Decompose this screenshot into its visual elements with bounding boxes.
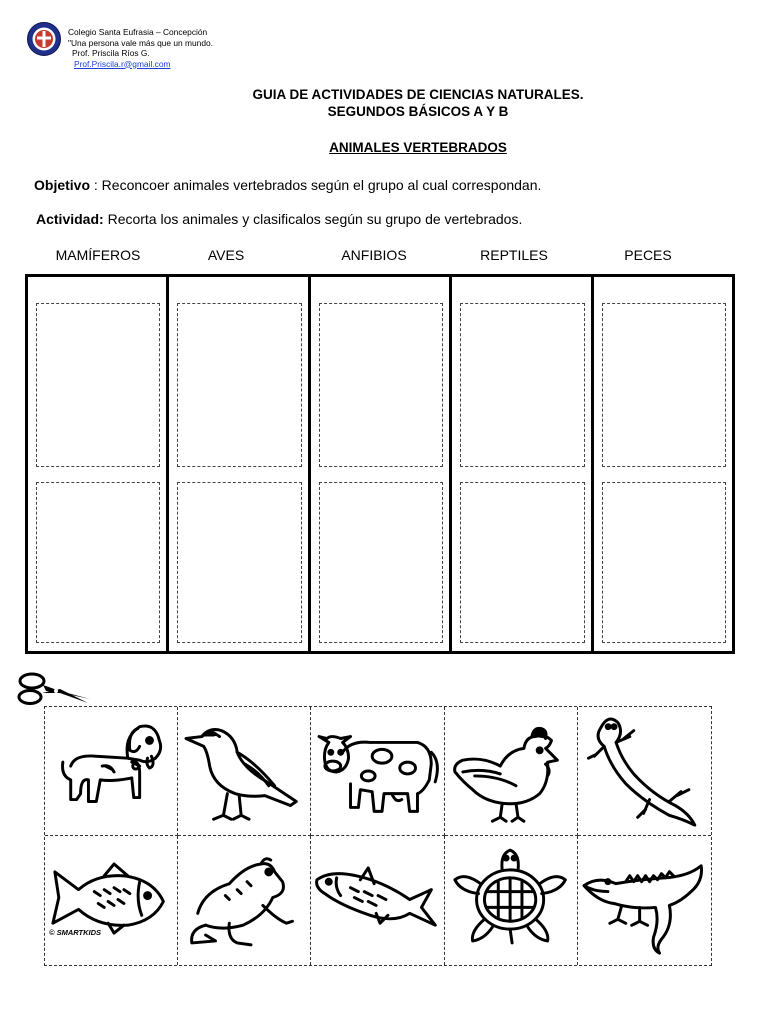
dog-icon [45, 707, 177, 835]
school-name: Colegio Santa Eufrasia – Concepción [68, 27, 208, 37]
school-info [68, 27, 213, 69]
paste-slot[interactable] [177, 303, 301, 467]
column-header-reptiles: REPTILES [480, 247, 548, 263]
activity-line [36, 211, 522, 227]
hen-icon [445, 707, 577, 835]
cutout-turtle[interactable] [445, 836, 578, 965]
teacher-name: Prof. Priscila Ríos G. [72, 48, 150, 58]
subject-heading: ANIMALES VERTEBRADOS [329, 140, 507, 155]
paste-slot[interactable] [36, 303, 160, 467]
paste-slot[interactable] [36, 482, 160, 643]
turtle-icon [445, 836, 577, 965]
crocodile-icon [578, 836, 711, 965]
guide-grade: SEGUNDOS BÁSICOS A Y B [327, 104, 509, 119]
teacher-email-link[interactable]: Prof.Priscila.r@gmail.com [74, 58, 171, 69]
column-header-peces: PECES [624, 247, 672, 263]
paste-slot[interactable] [460, 303, 584, 467]
bird-icon [178, 707, 310, 835]
frog-icon [178, 836, 310, 965]
cutout-frog[interactable] [178, 836, 311, 965]
column-anfibios [311, 277, 452, 651]
cutout-cow[interactable] [311, 707, 444, 836]
guide-title: GUIA DE ACTIVIDADES DE CIENCIAS NATURALES. [252, 87, 584, 102]
objective-label: Objetivo [34, 177, 91, 193]
column-header-aves: AVES [207, 247, 245, 263]
objective-line [34, 177, 541, 193]
cutout-grid [44, 706, 712, 966]
paste-slot[interactable] [319, 303, 443, 467]
classification-table [25, 274, 735, 654]
cutout-fish[interactable] [311, 836, 444, 965]
objective-text: : Reconcoer animales vertebrados según el grupo al cual correspondan. [90, 177, 542, 193]
school-logo-icon [26, 21, 62, 57]
paste-slot[interactable] [319, 482, 443, 643]
cutout-fish[interactable] [45, 836, 178, 965]
paste-slot[interactable] [177, 482, 301, 643]
column-header-mamiferos: MAMÍFEROS [55, 247, 141, 263]
column-aves [169, 277, 310, 651]
image-credit: © SMARTKIDS [49, 928, 102, 937]
fish-icon [311, 836, 443, 965]
cutout-hen[interactable] [445, 707, 578, 836]
cutout-dog[interactable] [45, 707, 178, 836]
salamander-icon [578, 707, 711, 835]
cutout-bird[interactable] [178, 707, 311, 836]
activity-text: Recorta los animales y clasificalos según su grupo de vertebrados. [103, 211, 523, 227]
cutout-salamander[interactable] [578, 707, 711, 836]
paste-slot[interactable] [602, 303, 726, 467]
column-mamiferos [28, 277, 169, 651]
column-header-anfibios: ANFIBIOS [341, 247, 407, 263]
column-reptiles [452, 277, 593, 651]
scissors-icon [16, 669, 94, 709]
fish-icon [45, 836, 177, 965]
school-motto: "Una persona vale más que un mundo. [68, 37, 213, 48]
cow-icon [311, 707, 443, 835]
column-peces [594, 277, 732, 651]
activity-label: Actividad: [36, 211, 104, 227]
paste-slot[interactable] [460, 482, 584, 643]
paste-slot[interactable] [602, 482, 726, 643]
cutout-crocodile[interactable] [578, 836, 711, 965]
